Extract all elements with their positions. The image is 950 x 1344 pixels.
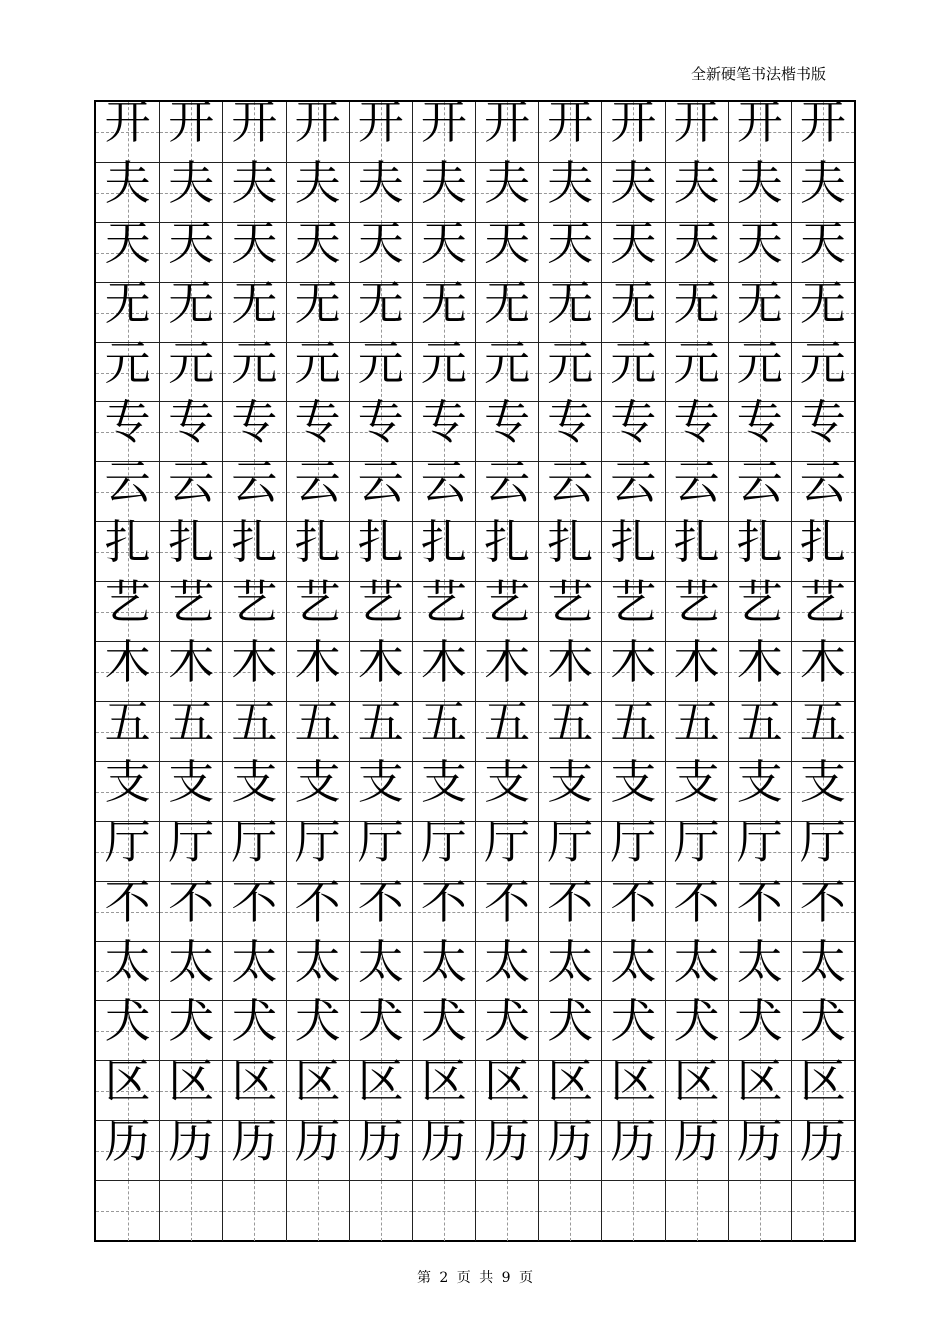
guide-line-vertical — [633, 1181, 634, 1241]
practice-character: 区 — [231, 1054, 278, 1109]
practice-character: 元 — [673, 335, 720, 390]
practice-character: 元 — [168, 335, 215, 390]
practice-character: 木 — [420, 635, 467, 690]
practice-character: 云 — [736, 455, 783, 510]
practice-character: 木 — [484, 635, 531, 690]
practice-character: 五 — [484, 694, 531, 749]
practice-character: 厅 — [673, 814, 720, 869]
practice-character: 木 — [231, 635, 278, 690]
guide-line-vertical — [381, 1181, 382, 1241]
practice-character: 无 — [104, 275, 151, 330]
practice-character: 天 — [736, 215, 783, 270]
practice-character: 木 — [610, 635, 657, 690]
practice-character: 云 — [294, 455, 341, 510]
practice-character: 云 — [673, 455, 720, 510]
practice-character: 区 — [673, 1054, 720, 1109]
practice-cell — [791, 1181, 854, 1241]
practice-cell — [222, 1181, 285, 1241]
practice-character: 不 — [294, 874, 341, 929]
practice-cell — [96, 1114, 159, 1181]
practice-character: 艺 — [231, 575, 278, 630]
practice-row — [96, 1180, 854, 1240]
practice-character: 木 — [736, 635, 783, 690]
practice-character: 支 — [610, 754, 657, 809]
practice-character: 艺 — [673, 575, 720, 630]
practice-character: 艺 — [104, 575, 151, 630]
practice-character: 云 — [231, 455, 278, 510]
practice-character: 支 — [231, 754, 278, 809]
practice-character: 开 — [294, 95, 341, 149]
practice-character: 专 — [168, 395, 215, 450]
practice-character: 厅 — [104, 814, 151, 869]
guide-line-vertical — [318, 1181, 319, 1241]
practice-character: 夫 — [484, 155, 531, 210]
practice-character: 云 — [799, 455, 846, 510]
practice-character: 元 — [610, 335, 657, 390]
practice-character: 不 — [168, 874, 215, 929]
practice-character: 天 — [294, 215, 341, 270]
practice-character: 历 — [168, 1114, 215, 1169]
practice-character: 五 — [357, 694, 404, 749]
practice-character: 无 — [673, 275, 720, 330]
practice-character: 专 — [357, 395, 404, 450]
practice-character: 厅 — [736, 814, 783, 869]
practice-character: 元 — [799, 335, 846, 390]
practice-character: 支 — [673, 754, 720, 809]
practice-character: 厅 — [168, 814, 215, 869]
practice-character: 元 — [547, 335, 594, 390]
practice-character: 不 — [610, 874, 657, 929]
practice-character: 犬 — [104, 994, 151, 1049]
practice-character: 太 — [168, 934, 215, 989]
practice-character: 艺 — [736, 575, 783, 630]
practice-character: 艺 — [294, 575, 341, 630]
practice-cell — [96, 1181, 159, 1241]
practice-character: 专 — [547, 395, 594, 450]
practice-character: 犬 — [736, 994, 783, 1049]
practice-character: 元 — [294, 335, 341, 390]
practice-character: 历 — [484, 1114, 531, 1169]
practice-cell — [286, 1114, 349, 1181]
practice-character: 支 — [484, 754, 531, 809]
guide-line-vertical — [128, 1181, 129, 1241]
practice-character: 木 — [104, 635, 151, 690]
practice-cell — [159, 1114, 222, 1181]
practice-character: 云 — [104, 455, 151, 510]
guide-line-vertical — [760, 1181, 761, 1241]
practice-character: 扎 — [168, 515, 215, 570]
practice-character: 扎 — [547, 515, 594, 570]
practice-character: 历 — [420, 1114, 467, 1169]
practice-character: 不 — [420, 874, 467, 929]
practice-character: 专 — [294, 395, 341, 450]
practice-character: 犬 — [484, 994, 531, 1049]
practice-character: 五 — [547, 694, 594, 749]
practice-character: 无 — [610, 275, 657, 330]
practice-character: 区 — [168, 1054, 215, 1109]
practice-character: 天 — [168, 215, 215, 270]
practice-character: 夫 — [294, 155, 341, 210]
practice-character: 五 — [799, 694, 846, 749]
practice-character: 扎 — [799, 515, 846, 570]
practice-cell — [349, 1114, 412, 1181]
practice-character: 夫 — [420, 155, 467, 210]
practice-character: 元 — [736, 335, 783, 390]
practice-character: 区 — [420, 1054, 467, 1109]
practice-character: 历 — [231, 1114, 278, 1169]
practice-character: 太 — [736, 934, 783, 989]
practice-character: 夫 — [168, 155, 215, 210]
practice-character: 支 — [799, 754, 846, 809]
practice-character: 历 — [799, 1114, 846, 1169]
practice-character: 天 — [231, 215, 278, 270]
practice-character: 天 — [484, 215, 531, 270]
practice-character: 太 — [610, 934, 657, 989]
practice-character: 开 — [231, 95, 278, 149]
practice-grid — [94, 95, 856, 1242]
practice-character: 扎 — [104, 515, 151, 570]
practice-character: 云 — [168, 455, 215, 510]
practice-character: 犬 — [231, 994, 278, 1049]
practice-cell — [412, 1114, 475, 1181]
practice-character: 犬 — [294, 994, 341, 1049]
practice-character: 太 — [547, 934, 594, 989]
practice-cell — [665, 1181, 728, 1241]
practice-cell — [159, 1181, 222, 1241]
practice-character: 夫 — [673, 155, 720, 210]
practice-character: 开 — [420, 95, 467, 149]
practice-character: 历 — [673, 1114, 720, 1169]
practice-cell — [728, 1181, 791, 1241]
practice-character: 夫 — [357, 155, 404, 210]
practice-character: 犬 — [168, 994, 215, 1049]
practice-character: 艺 — [610, 575, 657, 630]
practice-character: 太 — [357, 934, 404, 989]
practice-character: 无 — [736, 275, 783, 330]
practice-character: 扎 — [610, 515, 657, 570]
practice-character: 扎 — [484, 515, 531, 570]
practice-character: 犬 — [610, 994, 657, 1049]
practice-character: 天 — [547, 215, 594, 270]
guide-line-vertical — [191, 1181, 192, 1241]
practice-character: 支 — [547, 754, 594, 809]
practice-character: 天 — [610, 215, 657, 270]
practice-character: 无 — [484, 275, 531, 330]
practice-character: 扎 — [294, 515, 341, 570]
practice-character: 区 — [357, 1054, 404, 1109]
practice-character: 云 — [484, 455, 531, 510]
practice-character: 厅 — [294, 814, 341, 869]
practice-character: 夫 — [104, 155, 151, 210]
guide-line-vertical — [507, 1181, 508, 1241]
practice-character: 扎 — [231, 515, 278, 570]
practice-character: 无 — [168, 275, 215, 330]
practice-character: 历 — [610, 1114, 657, 1169]
practice-character: 无 — [231, 275, 278, 330]
practice-character: 夫 — [231, 155, 278, 210]
practice-character: 太 — [420, 934, 467, 989]
practice-character: 五 — [104, 694, 151, 749]
practice-character: 犬 — [799, 994, 846, 1049]
practice-character: 犬 — [357, 994, 404, 1049]
practice-character: 区 — [736, 1054, 783, 1109]
practice-cell — [665, 1114, 728, 1181]
guide-line-vertical — [254, 1181, 255, 1241]
practice-character: 元 — [104, 335, 151, 390]
practice-character: 元 — [231, 335, 278, 390]
practice-cell — [728, 1114, 791, 1181]
practice-character: 夫 — [799, 155, 846, 210]
practice-character: 五 — [673, 694, 720, 749]
practice-character: 云 — [547, 455, 594, 510]
practice-character: 开 — [104, 95, 151, 149]
practice-character: 夫 — [610, 155, 657, 210]
practice-character: 太 — [673, 934, 720, 989]
practice-character: 区 — [799, 1054, 846, 1109]
practice-character: 开 — [673, 95, 720, 149]
practice-character: 无 — [294, 275, 341, 330]
practice-character: 不 — [799, 874, 846, 929]
practice-character: 专 — [736, 395, 783, 450]
guide-line-vertical — [697, 1181, 698, 1241]
practice-character: 扎 — [673, 515, 720, 570]
practice-character: 天 — [673, 215, 720, 270]
practice-character: 开 — [484, 95, 531, 149]
practice-character: 不 — [736, 874, 783, 929]
practice-cell — [538, 1114, 601, 1181]
practice-character: 无 — [420, 275, 467, 330]
practice-character: 天 — [357, 215, 404, 270]
practice-character: 历 — [357, 1114, 404, 1169]
practice-character: 区 — [104, 1054, 151, 1109]
practice-character: 历 — [294, 1114, 341, 1169]
practice-character: 艺 — [357, 575, 404, 630]
practice-character: 五 — [168, 694, 215, 749]
practice-character: 太 — [799, 934, 846, 989]
practice-character: 区 — [547, 1054, 594, 1109]
practice-character: 厅 — [484, 814, 531, 869]
practice-cell — [601, 1181, 664, 1241]
practice-character: 支 — [168, 754, 215, 809]
practice-character: 夫 — [547, 155, 594, 210]
practice-character: 扎 — [420, 515, 467, 570]
practice-character: 五 — [736, 694, 783, 749]
practice-character: 云 — [610, 455, 657, 510]
practice-character: 开 — [610, 95, 657, 149]
practice-character: 太 — [104, 934, 151, 989]
practice-character: 支 — [294, 754, 341, 809]
practice-character: 厅 — [231, 814, 278, 869]
practice-character: 天 — [799, 215, 846, 270]
practice-character: 厅 — [357, 814, 404, 869]
practice-character: 专 — [610, 395, 657, 450]
practice-character: 支 — [104, 754, 151, 809]
practice-character: 支 — [420, 754, 467, 809]
practice-character: 开 — [168, 95, 215, 149]
practice-character: 厅 — [610, 814, 657, 869]
practice-character: 专 — [484, 395, 531, 450]
practice-cell — [601, 1114, 664, 1181]
practice-cell — [349, 1181, 412, 1241]
practice-character: 开 — [357, 95, 404, 149]
practice-character: 不 — [231, 874, 278, 929]
practice-character: 无 — [799, 275, 846, 330]
practice-character: 专 — [420, 395, 467, 450]
practice-character: 太 — [484, 934, 531, 989]
practice-character: 专 — [104, 395, 151, 450]
practice-character: 五 — [231, 694, 278, 749]
practice-character: 无 — [357, 275, 404, 330]
page-header-title: 全新硬笔书法楷书版 — [691, 65, 827, 83]
practice-character: 专 — [673, 395, 720, 450]
page-number: 第 2 页 共 9 页 — [416, 1270, 534, 1286]
practice-character: 云 — [420, 455, 467, 510]
practice-cell — [475, 1181, 538, 1241]
practice-character: 支 — [357, 754, 404, 809]
practice-character: 专 — [799, 395, 846, 450]
practice-character: 开 — [799, 95, 846, 149]
practice-character: 元 — [357, 335, 404, 390]
practice-character: 元 — [420, 335, 467, 390]
practice-cell — [222, 1114, 285, 1181]
practice-character: 开 — [736, 95, 783, 149]
practice-cell — [475, 1114, 538, 1181]
practice-character: 木 — [168, 635, 215, 690]
practice-character: 五 — [420, 694, 467, 749]
practice-character: 区 — [484, 1054, 531, 1109]
practice-character: 木 — [799, 635, 846, 690]
practice-character: 无 — [547, 275, 594, 330]
practice-character: 不 — [357, 874, 404, 929]
practice-character: 云 — [357, 455, 404, 510]
practice-cell — [412, 1181, 475, 1241]
practice-character: 天 — [104, 215, 151, 270]
practice-character: 元 — [484, 335, 531, 390]
practice-character: 厅 — [799, 814, 846, 869]
practice-character: 区 — [610, 1054, 657, 1109]
practice-character: 艺 — [484, 575, 531, 630]
practice-character: 专 — [231, 395, 278, 450]
practice-character: 开 — [547, 95, 594, 149]
practice-character: 木 — [547, 635, 594, 690]
guide-line-vertical — [570, 1181, 571, 1241]
practice-character: 厅 — [547, 814, 594, 869]
practice-character: 夫 — [736, 155, 783, 210]
practice-character: 犬 — [547, 994, 594, 1049]
practice-character: 区 — [294, 1054, 341, 1109]
practice-character: 历 — [104, 1114, 151, 1169]
practice-character: 扎 — [357, 515, 404, 570]
practice-character: 不 — [104, 874, 151, 929]
practice-character: 艺 — [547, 575, 594, 630]
guide-line-vertical — [444, 1181, 445, 1241]
practice-character: 犬 — [673, 994, 720, 1049]
practice-character: 历 — [736, 1114, 783, 1169]
practice-character: 不 — [484, 874, 531, 929]
practice-cell — [791, 1114, 854, 1181]
practice-character: 木 — [673, 635, 720, 690]
guide-line-vertical — [823, 1181, 824, 1241]
practice-character: 木 — [294, 635, 341, 690]
practice-character: 支 — [736, 754, 783, 809]
practice-character: 太 — [231, 934, 278, 989]
practice-cell — [286, 1181, 349, 1241]
practice-character: 犬 — [420, 994, 467, 1049]
practice-character: 太 — [294, 934, 341, 989]
practice-character: 不 — [673, 874, 720, 929]
practice-character: 艺 — [168, 575, 215, 630]
practice-character: 艺 — [420, 575, 467, 630]
practice-character: 厅 — [420, 814, 467, 869]
practice-character: 五 — [294, 694, 341, 749]
practice-character: 天 — [420, 215, 467, 270]
practice-character: 不 — [547, 874, 594, 929]
practice-character: 历 — [547, 1114, 594, 1169]
practice-character: 木 — [357, 635, 404, 690]
practice-character: 五 — [610, 694, 657, 749]
practice-row — [96, 1114, 854, 1180]
practice-cell — [538, 1181, 601, 1241]
practice-character: 扎 — [736, 515, 783, 570]
practice-character: 艺 — [799, 575, 846, 630]
